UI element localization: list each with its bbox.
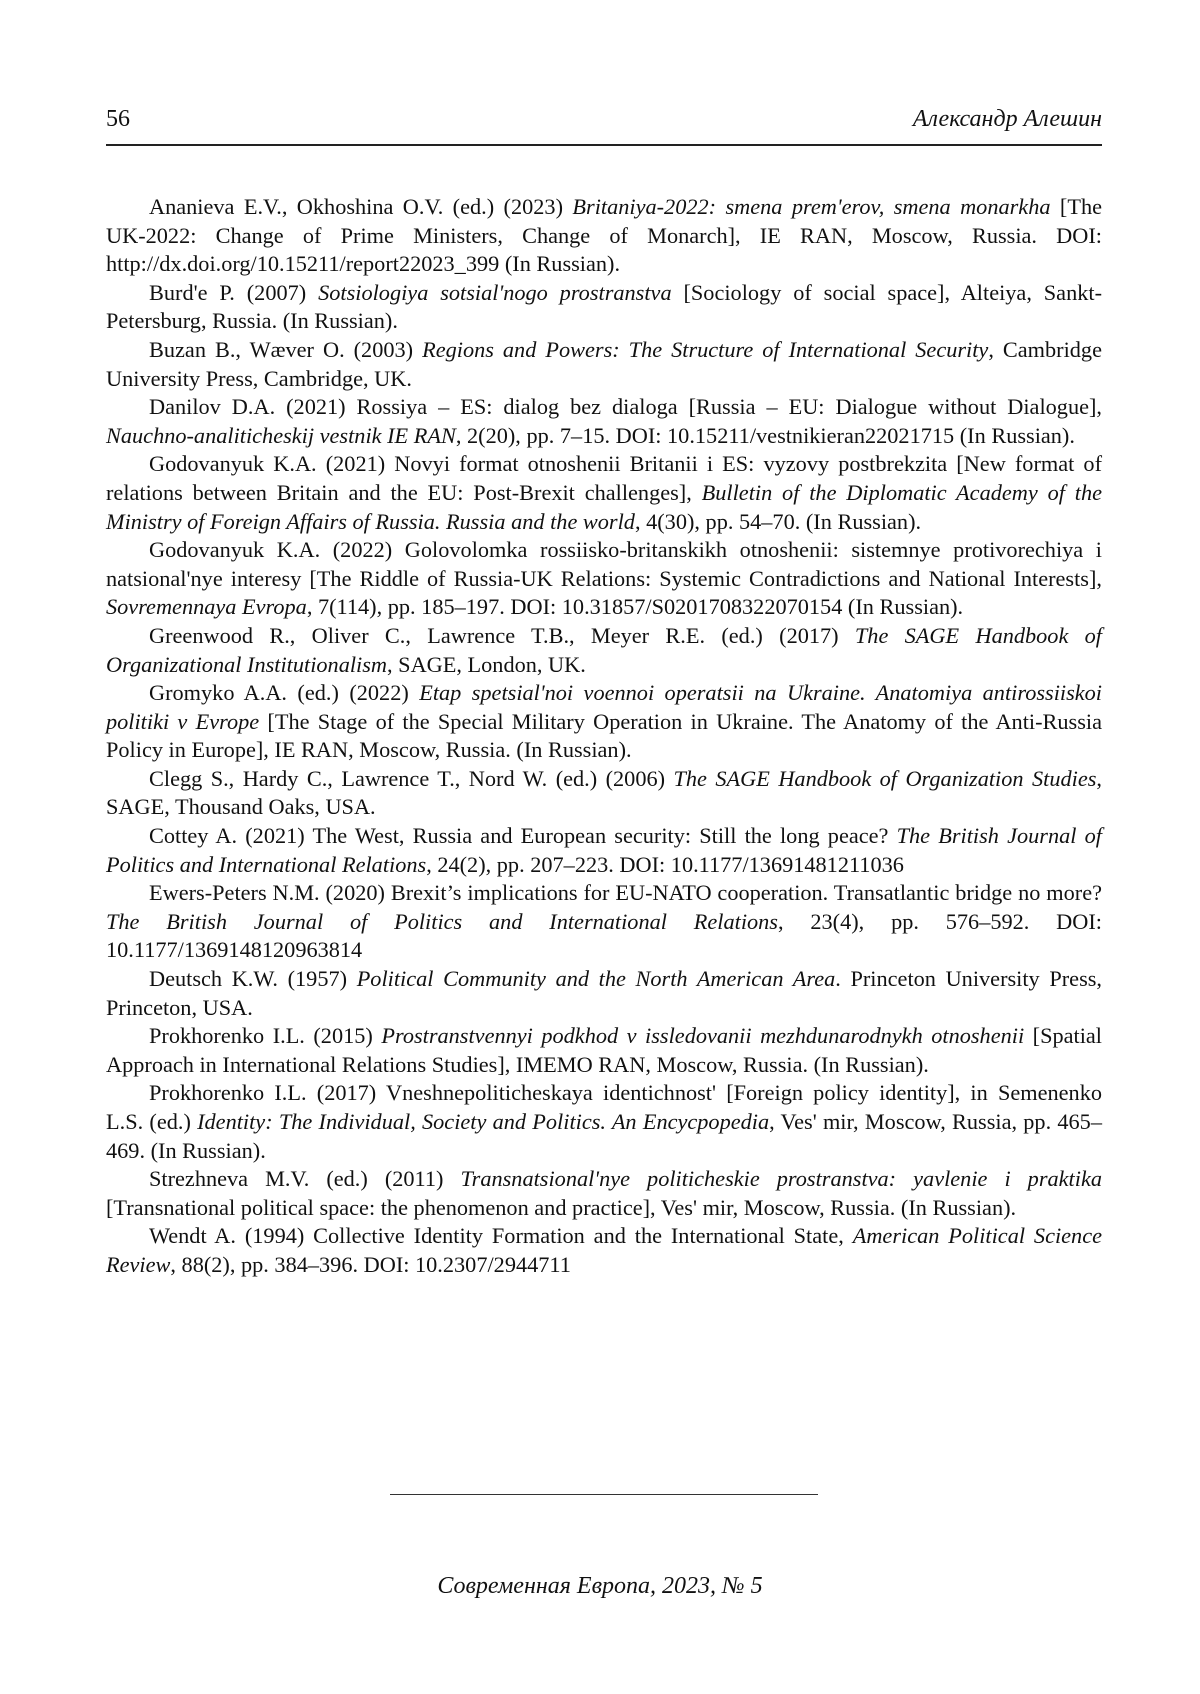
reference-entry: Strezhneva M.V. (ed.) (2011) Transnatsional'nye politicheskie prostranstva: yavlenie i praktika [Transnational political space: the phenomenon and practice], Ves' mir, Moscow, Russia. (In Russian). <box>106 1166 1102 1220</box>
running-header <box>106 104 1102 146</box>
reference-entry: Wendt A. (1994) Collective Identity Formation and the International State, American Political Science Review, 88(2), pp. 384–396. DOI: 10.2307/2944711 <box>106 1223 1103 1277</box>
reference-entry: Danilov D.A. (2021) Rossiya – ES: dialog bez dialoga [Russia – EU: Dialogue without Dialogue], Nauchno-analiticheskij vestnik IE RAN, 2(20), pp. 7–15. DOI: 10.15211/vestnikieran22021715 (In Russian). <box>106 394 1102 448</box>
journal-footer: Современная Европа, 2023, № 5 <box>437 1573 763 1599</box>
reference-entry: Clegg S., Hardy C., Lawrence T., Nord W. (ed.) (2006) The SAGE Handbook of Organization Studies, SAGE, Thousand Oaks, USA. <box>106 765 1102 820</box>
reference-entry: Prokhorenko I.L. (2015) Prostranstvennyi podkhod v issledovanii mezhdunarodnykh otnoshenii [Spatial Approach in International Relations Studies], IMEMO RAN, Moscow, Russia. (In Russian). <box>106 1023 1102 1077</box>
reference-entry: Prokhorenko I.L. (2017) Vneshnepoliticheskaya identichnost' [Foreign policy identity], in Semenenko L.S. (ed.) Identity: The Individual, Society and Politics. An Encycpopedia, Ves' mir, Moscow, Russia, pp. 465–469. (In Russian). <box>106 1080 1102 1163</box>
reference-entry: Ananieva E.V., Okhoshina O.V. (ed.) (2023) Britaniya-2022: smena prem'erov, smena monarkha [The UK-2022: Change of Prime Ministers, Change of Monarch], IE RAN, Moscow, Russia. DOI: http://dx.doi.org/10.15211/report22023_399 (In Russian). <box>106 194 1103 277</box>
reference-entry: Greenwood R., Oliver C., Lawrence T.B., Meyer R.E. (ed.) (2017) The SAGE Handbook of Organizational Institutionalism, SAGE, London, UK. <box>106 622 1103 677</box>
reference-entry: Ewers-Peters N.M. (2020) Brexit’s implications for EU-NATO cooperation. Transatlantic bridge no more? The British Journal of Politics and International Relations, 23(4), pp. 576–592. DOI: 10.1177/1369148120963814 <box>106 880 1102 963</box>
reference-entry: Deutsch K.W. (1957) Political Community and the North American Area. Princeton University Press, Princeton, USA. <box>106 966 1102 1020</box>
reference-entry: Godovanyuk K.A. (2021) Novyi format otnoshenii Britanii i ES: vyzovy postbrekzita [New format of relations between Britain and the EU: Post-Brexit challenges], Bulletin of the Diplomatic Academy of the Ministry of Foreign Affairs of Russia. Russia and the world, 4(30), pp. 54–70. (In Russian). <box>106 451 1102 534</box>
reference-list <box>106 193 1102 1280</box>
end-divider <box>390 1494 818 1495</box>
reference-entry: Cottey A. (2021) The West, Russia and European security: Still the long peace? The British Journal of Politics and International Relations, 24(2), pp. 207–223. DOI: 10.1177/13691481211036 <box>106 823 1102 877</box>
reference-entry: Godovanyuk K.A. (2022) Golovolomka rossiisko-britanskikh otnoshenii: sistemnye protivorechiya i natsional'nye interesy [The Riddle of Russia-UK Relations: Systemic Contradictions and National Interests], Sovremennaya Evropa, 7(114), pp. 185–197. DOI: 10.31857/S0201708322070154 (In Russian). <box>106 537 1102 620</box>
page-number: 56 <box>106 106 130 132</box>
reference-entry: Gromyko A.A. (ed.) (2022) Etap spetsial'noi voennoi operatsii na Ukraine. Anatomiya antirossiiskoi politiki v Evrope [The Stage of the Special Military Operation in Ukraine. The Anatomy of the Anti-Russia Policy in Europe], IE RAN, Moscow, Russia. (In Russian). <box>106 680 1103 763</box>
running-header-author: Александр Алешин <box>912 106 1102 132</box>
reference-entry: Buzan B., Wæver O. (2003) Regions and Powers: The Structure of International Security, Cambridge University Press, Cambridge, UK. <box>106 336 1102 391</box>
reference-entry: Burd'e P. (2007) Sotsiologiya sotsial'nogo prostranstva [Sociology of social space], Alteiya, Sankt-Petersburg, Russia. (In Russian). <box>106 279 1102 334</box>
